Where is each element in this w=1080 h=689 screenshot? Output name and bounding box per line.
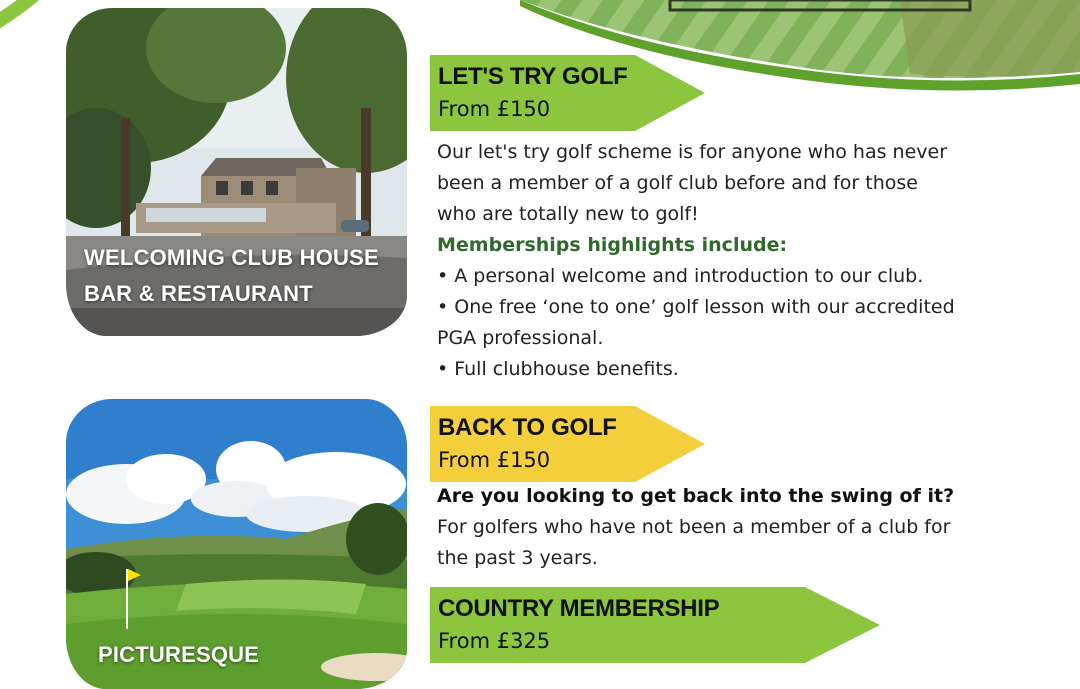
back-to-golf-question: Are you looking to get back into the swing of it? bbox=[437, 485, 955, 507]
lets-try-golf-description bbox=[437, 137, 997, 385]
country-membership-title: COUNTRY MEMBERSHIP bbox=[438, 595, 720, 622]
back-to-golf-banner bbox=[430, 406, 705, 482]
country-membership-banner bbox=[430, 587, 880, 663]
body-line: the past 3 years. bbox=[437, 547, 598, 569]
intro-line: Our let's try golf scheme is for anyone who has never bbox=[437, 141, 948, 163]
lets-try-golf-banner bbox=[430, 55, 705, 131]
highlight-item: PGA professional. bbox=[437, 327, 604, 349]
clubhouse-photo bbox=[66, 8, 407, 336]
lets-try-golf-price: From £150 bbox=[438, 97, 551, 121]
intro-line: been a member of a golf club before and for those bbox=[437, 172, 918, 194]
highlight-item: • One free ‘one to one’ golf lesson with our accredited bbox=[437, 296, 955, 318]
highlight-item: • Full clubhouse benefits. bbox=[437, 358, 679, 380]
back-to-golf-title: BACK TO GOLF bbox=[438, 414, 617, 441]
body-line: For golfers who have not been a member of a club for bbox=[437, 516, 951, 538]
back-to-golf-price: From £150 bbox=[438, 448, 551, 472]
golf-course-photo bbox=[66, 399, 407, 689]
intro-line: who are totally new to golf! bbox=[437, 203, 699, 225]
clubhouse-caption-line2: BAR & RESTAURANT bbox=[84, 281, 313, 306]
lets-try-golf-title: LET'S TRY GOLF bbox=[438, 63, 628, 90]
highlight-item: • A personal welcome and introduction to our club. bbox=[437, 265, 924, 287]
course-caption: PICTURESQUE bbox=[98, 642, 260, 667]
back-to-golf-description bbox=[437, 481, 997, 574]
clubhouse-caption-line1: WELCOMING CLUB HOUSE bbox=[84, 245, 379, 270]
country-membership-price: From £325 bbox=[438, 629, 551, 653]
highlights-heading: Memberships highlights include: bbox=[437, 234, 788, 256]
